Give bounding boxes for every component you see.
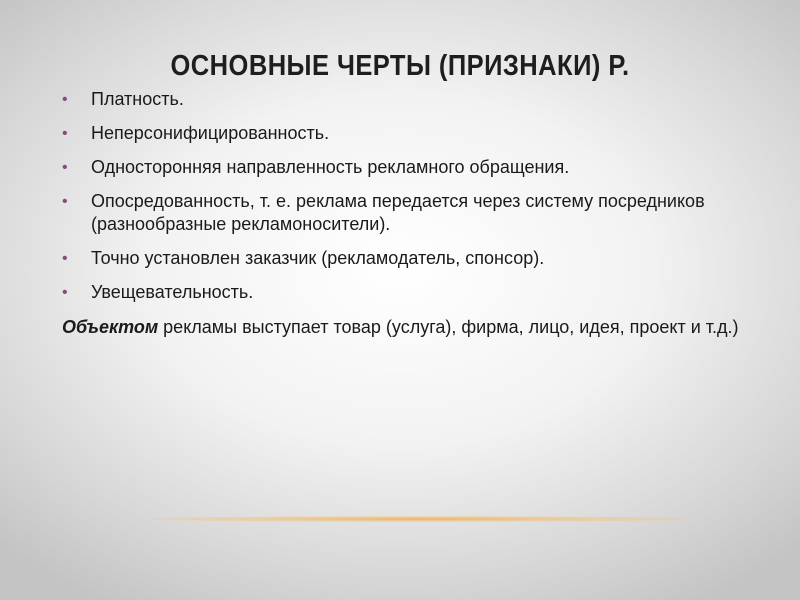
list-item	[62, 88, 752, 111]
list-item	[62, 247, 752, 270]
bullet-list	[62, 88, 752, 315]
bullet-icon: •	[62, 125, 68, 142]
list-item	[62, 156, 752, 179]
object-paragraph	[62, 314, 752, 341]
bullet-icon: •	[62, 284, 68, 301]
bullet-text: Увещевательность.	[91, 282, 254, 302]
bullet-text: Односторонняя направленность рекламного обращения.	[91, 157, 570, 177]
bullet-icon: •	[62, 250, 68, 267]
bullet-text: Опосредованность, т. е. реклама передается через систему посредников (разнообразные рекламоносители).	[91, 191, 705, 234]
list-item	[62, 122, 752, 145]
object-emphasis: Объектом	[62, 317, 159, 337]
object-text: рекламы выступает товар (услуга), фирма, лицо, идея, проект и т.д.)	[158, 317, 739, 337]
bullet-icon: •	[62, 193, 68, 210]
slide-title: ОСНОВНЫЕ ЧЕРТЫ (ПРИЗНАКИ) Р.	[170, 50, 630, 82]
bullet-icon: •	[62, 159, 68, 176]
bullet-text: Платность.	[91, 89, 184, 109]
bullet-icon: •	[62, 91, 68, 108]
list-item	[62, 190, 752, 236]
bullet-text: Неперсонифицированность.	[91, 123, 330, 143]
list-item	[62, 281, 752, 304]
bullet-text: Точно установлен заказчик (рекламодатель, спонсор).	[91, 248, 545, 268]
decorative-divider	[150, 516, 690, 522]
